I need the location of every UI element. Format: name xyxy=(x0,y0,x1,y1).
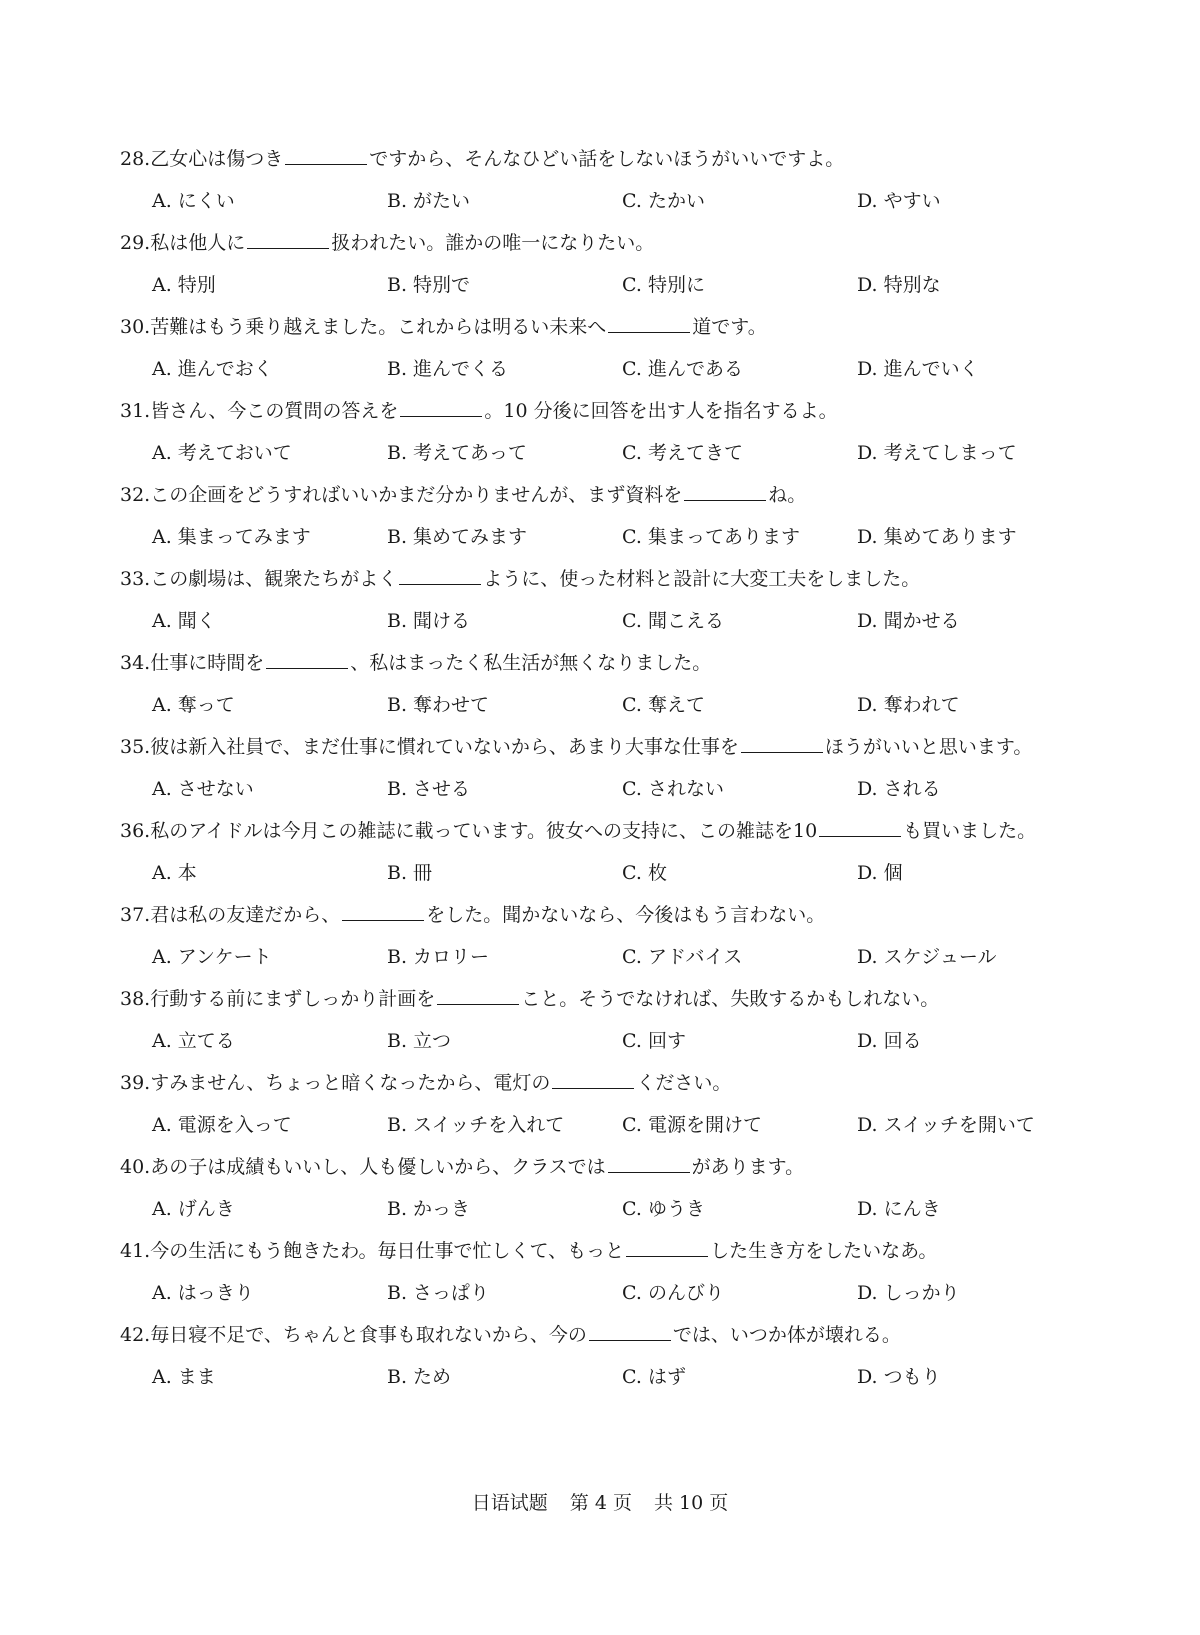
options-row xyxy=(120,600,1080,642)
option-b: B. がたい xyxy=(387,190,471,212)
option-b: B. 聞ける xyxy=(387,610,471,632)
stem-text-after: 道です。 xyxy=(692,316,767,338)
stem-text-before: すみません、ちょっと暗くなったから、電灯の xyxy=(150,1072,551,1094)
option-d: D. 回る xyxy=(857,1030,922,1052)
option-c: C. のんびり xyxy=(622,1282,724,1304)
option-b: B. ため xyxy=(387,1366,452,1388)
stem-text-before: 行動する前にまずしっかり計画を xyxy=(150,988,436,1010)
options-row xyxy=(120,1020,1080,1062)
question-number: 28. xyxy=(120,148,151,170)
option-a: A. 電源を入って xyxy=(152,1114,292,1136)
stem-text-before: あの子は成績もいいし、人も優しいから、クラスでは xyxy=(150,1156,606,1178)
question-33 xyxy=(120,558,1080,642)
question-stem xyxy=(120,1062,1080,1104)
option-c: C. たかい xyxy=(622,190,705,212)
option-a: A. 奪って xyxy=(152,694,235,716)
answer-blank xyxy=(608,1152,690,1173)
answer-blank xyxy=(741,732,823,753)
footer-subject: 日语试题 xyxy=(471,1492,548,1514)
question-36 xyxy=(120,810,1080,894)
question-35 xyxy=(120,726,1080,810)
question-stem xyxy=(120,306,1080,348)
options-row xyxy=(120,852,1080,894)
option-d: D. 集めてあります xyxy=(857,526,1017,548)
stem-text-after: ほうがいいと思います。 xyxy=(824,736,1033,758)
question-stem xyxy=(120,222,1080,264)
stem-text-before: 君は私の友達だから、 xyxy=(150,904,341,926)
answer-blank xyxy=(266,648,348,669)
option-b: B. さっぱり xyxy=(387,1282,490,1304)
stem-text-after: 。10 分後に回答を出す人を指名するよ。 xyxy=(484,400,838,422)
answer-blank xyxy=(589,1320,671,1341)
option-a: A. 進んでおく xyxy=(152,358,273,380)
answer-blank xyxy=(247,228,329,249)
options-row xyxy=(120,432,1080,474)
stem-text-after: をした。聞かないなら、今後はもう言わない。 xyxy=(426,904,826,926)
question-31 xyxy=(120,390,1080,474)
option-c: C. 聞こえる xyxy=(622,610,724,632)
stem-text-before: 皆さん、今この質問の答えを xyxy=(150,400,399,422)
stem-text-before: この劇場は、観衆たちがよく xyxy=(150,568,398,590)
option-d: D. つもり xyxy=(857,1366,941,1388)
answer-blank xyxy=(437,984,519,1005)
option-a: A. させない xyxy=(152,778,254,800)
question-42 xyxy=(120,1314,1080,1398)
options-row xyxy=(120,264,1080,306)
stem-text-before: 私のアイドルは今月この雑誌に載っています。彼女への支持に、この雑誌を10 xyxy=(150,820,818,842)
answer-blank xyxy=(626,1236,708,1257)
stem-text-after: では、いつか体が壊れる。 xyxy=(672,1324,901,1346)
answer-blank xyxy=(819,816,901,837)
answer-blank xyxy=(285,144,367,165)
option-d: D. される xyxy=(857,778,941,800)
answer-blank xyxy=(400,396,482,417)
options-row xyxy=(120,1356,1080,1398)
option-b: B. かっき xyxy=(387,1198,471,1220)
answer-blank xyxy=(399,564,481,585)
option-a: A. まま xyxy=(152,1366,216,1388)
footer-page-number: 第 4 页 xyxy=(569,1492,632,1514)
option-d: D. 個 xyxy=(857,862,903,884)
option-a: A. アンケート xyxy=(152,946,272,968)
question-number: 30. xyxy=(120,316,151,338)
option-a: A. 立てる xyxy=(152,1030,235,1052)
question-37 xyxy=(120,894,1080,978)
question-stem xyxy=(120,1146,1080,1188)
option-c: C. 考えてきて xyxy=(622,442,743,464)
option-d: D. 考えてしまって xyxy=(857,442,1017,464)
question-number: 42. xyxy=(120,1324,151,1346)
option-c: C. アドバイス xyxy=(622,946,743,968)
answer-blank xyxy=(552,1068,634,1089)
options-row xyxy=(120,1272,1080,1314)
question-41 xyxy=(120,1230,1080,1314)
option-b: B. スイッチを入れて xyxy=(387,1114,565,1136)
option-a: A. はっきり xyxy=(152,1282,254,1304)
option-a: A. 考えておいて xyxy=(152,442,292,464)
stem-text-before: この企画をどうすればいいかまだ分かりませんが、まず資料を xyxy=(150,484,683,506)
question-stem xyxy=(120,894,1080,936)
question-38 xyxy=(120,978,1080,1062)
question-number: 38. xyxy=(120,988,151,1010)
option-d: D. スケジュール xyxy=(857,946,997,968)
stem-text-after: した生き方をしたいなあ。 xyxy=(710,1240,938,1262)
question-number: 35. xyxy=(120,736,151,758)
option-c: C. 奪えて xyxy=(622,694,705,716)
question-stem xyxy=(120,1314,1080,1356)
option-d: D. にんき xyxy=(857,1198,941,1220)
question-stem xyxy=(120,138,1080,180)
option-b: B. 考えてあって xyxy=(387,442,527,464)
option-c: C. ゆうき xyxy=(622,1198,705,1220)
stem-text-before: 仕事に時間を xyxy=(150,652,265,674)
question-number: 29. xyxy=(120,232,151,254)
page-footer xyxy=(0,1488,1200,1515)
answer-blank xyxy=(608,312,690,333)
option-b: B. 特別で xyxy=(387,274,471,296)
question-list xyxy=(120,138,1080,1398)
question-30 xyxy=(120,306,1080,390)
option-a: A. げんき xyxy=(152,1198,235,1220)
question-28 xyxy=(120,138,1080,222)
option-c: C. 枚 xyxy=(622,862,667,884)
option-c: C. はず xyxy=(622,1366,686,1388)
stem-text-after: 、私はまったく私生活が無くなりました。 xyxy=(350,652,712,674)
option-d: D. 奪われて xyxy=(857,694,960,716)
option-b: B. させる xyxy=(387,778,471,800)
options-row xyxy=(120,1104,1080,1146)
option-b: B. 立つ xyxy=(387,1030,452,1052)
options-row xyxy=(120,516,1080,558)
option-c: C. 集まってあります xyxy=(622,526,800,548)
stem-text-after: 扱われたい。誰かの唯一になりたい。 xyxy=(331,232,655,254)
question-stem xyxy=(120,390,1080,432)
option-d: D. スイッチを開いて xyxy=(857,1114,1035,1136)
stem-text-after: ね。 xyxy=(768,484,807,506)
stem-text-after: こと。そうでなければ、失敗するかもしれない。 xyxy=(521,988,940,1010)
question-stem xyxy=(120,642,1080,684)
option-d: D. やすい xyxy=(857,190,941,212)
options-row xyxy=(120,1188,1080,1230)
option-b: B. 奪わせて xyxy=(387,694,490,716)
question-29 xyxy=(120,222,1080,306)
option-a: A. にくい xyxy=(152,190,235,212)
stem-text-after: ですから、そんなひどい話をしないほうがいいですよ。 xyxy=(369,148,845,170)
option-d: D. 進んでいく xyxy=(857,358,979,380)
stem-text-before: 私は他人に xyxy=(150,232,246,254)
question-number: 40. xyxy=(120,1156,151,1178)
question-stem xyxy=(120,558,1080,600)
question-stem xyxy=(120,978,1080,1020)
options-row xyxy=(120,348,1080,390)
question-32 xyxy=(120,474,1080,558)
question-40 xyxy=(120,1146,1080,1230)
option-d: D. 特別な xyxy=(857,274,941,296)
option-c: C. 回す xyxy=(622,1030,686,1052)
option-c: C. 進んである xyxy=(622,358,743,380)
option-a: A. 集まってみます xyxy=(152,526,311,548)
question-number: 34. xyxy=(120,652,151,674)
answer-blank xyxy=(684,480,766,501)
answer-blank xyxy=(342,900,424,921)
question-number: 37. xyxy=(120,904,151,926)
question-number: 36. xyxy=(120,820,151,842)
stem-text-before: 乙女心は傷つき xyxy=(150,148,284,170)
options-row xyxy=(120,684,1080,726)
option-a: A. 特別 xyxy=(152,274,216,296)
option-b: B. 進んでくる xyxy=(387,358,509,380)
question-stem xyxy=(120,726,1080,768)
stem-text-before: 毎日寝不足で、ちゃんと食事も取れないから、今の xyxy=(150,1324,587,1346)
option-c: C. されない xyxy=(622,778,724,800)
question-number: 41. xyxy=(120,1240,151,1262)
stem-text-before: 彼は新入社員で、まだ仕事に慣れていないから、あまり大事な仕事を xyxy=(150,736,739,758)
question-39 xyxy=(120,1062,1080,1146)
stem-text-after: があります。 xyxy=(691,1156,805,1178)
option-d: D. 聞かせる xyxy=(857,610,960,632)
option-c: C. 電源を開けて xyxy=(622,1114,762,1136)
stem-text-before: 苦難はもう乗り越えました。これからは明るい未来へ xyxy=(150,316,607,338)
question-number: 33. xyxy=(120,568,151,590)
option-a: A. 聞く xyxy=(152,610,216,632)
stem-text-after: ください。 xyxy=(636,1072,732,1094)
stem-text-before: 今の生活にもう飽きたわ。毎日仕事で忙しくて、もっと xyxy=(150,1240,625,1262)
stem-text-after: も買いました。 xyxy=(903,820,1037,842)
option-b: B. カロリー xyxy=(387,946,490,968)
option-c: C. 特別に xyxy=(622,274,705,296)
question-stem xyxy=(120,1230,1080,1272)
options-row xyxy=(120,936,1080,978)
option-b: B. 集めてみます xyxy=(387,526,528,548)
option-b: B. 冊 xyxy=(387,862,433,884)
question-34 xyxy=(120,642,1080,726)
question-number: 39. xyxy=(120,1072,151,1094)
option-d: D. しっかり xyxy=(857,1282,960,1304)
question-stem xyxy=(120,474,1080,516)
option-a: A. 本 xyxy=(152,862,197,884)
footer-total-pages: 共 10 页 xyxy=(654,1492,729,1514)
question-number: 31. xyxy=(120,400,151,422)
question-stem xyxy=(120,810,1080,852)
question-number: 32. xyxy=(120,484,151,506)
options-row xyxy=(120,180,1080,222)
options-row xyxy=(120,768,1080,810)
stem-text-after: ように、使った材料と設計に大変工夫をしました。 xyxy=(483,568,921,590)
